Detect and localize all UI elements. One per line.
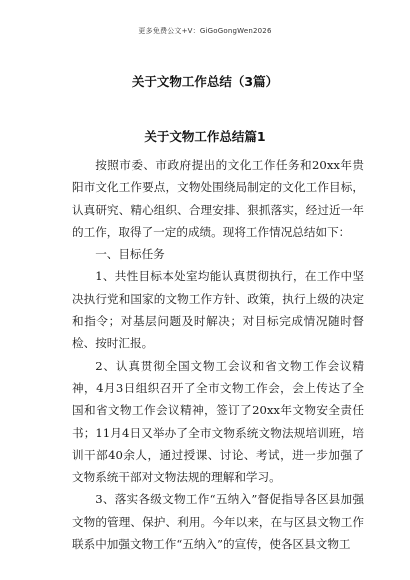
paragraph-item-1: 1、共性目标本处室均能认真贯彻执行，在工作中坚决执行党和国家的文物工作方针、政策，执行上级的决定和指令；对基层问题及时解决；对目标完成情况随时督检、按时汇报。 (72, 269, 364, 351)
paragraph-item-2: 2、认真贯彻全国文物工会议和省文物工作会议精神，4月3日组织召开了全市文物工作会，会上传达了全国和省文物工作会议精神，签订了20xx年文物安全责任书；11月4日又举办了全市文物系统文物法规培训班，培训干部40余人，通过授课、讨论、考试，进一步加强了文物系统干部对文物法规的理解和学习。 (72, 358, 364, 485)
paragraph-item-3: 3、落实各级文物工作“五纳入”督促指导各区县加强文物的管理、保护、利用。今年以来，在与区县文物工作联系中加强文物工作“五纳入”的宣传，使各区县文物工 (72, 492, 364, 552)
paragraph-heading-goals: 一、目标任务 (95, 247, 165, 262)
header-note: 更多免费公文+V：GiGoGongWen2026 (138, 27, 272, 35)
document-title: 关于文物工作总结（3篇） (131, 74, 279, 89)
section-title: 关于文物工作总结篇1 (144, 129, 266, 144)
paragraph-intro: 按照市委、市政府提出的文化工作任务和20xx年贵阳市文化工作要点，文物处围绕局制定的文化工作目标，认真研究、精心组织、合理安排、狠抓落实，经过近一年的工作，取得了一定的成绩。现将工作情况总结如下： (72, 158, 364, 239)
body-text (72, 154, 364, 555)
